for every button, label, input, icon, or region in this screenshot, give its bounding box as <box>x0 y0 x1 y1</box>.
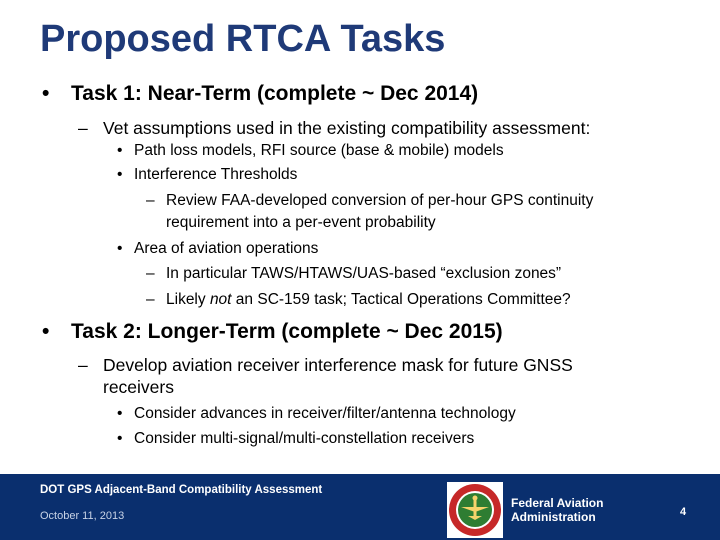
task1-sub3: Area of aviation operations <box>134 240 319 257</box>
task1-sub1: Path loss models, RFI source (base & mobile) models <box>134 142 504 159</box>
bullet-dot: • <box>117 430 123 447</box>
bullet-dot: • <box>42 320 50 343</box>
faa-seal-icon <box>447 482 503 538</box>
task1-sub3-detail2 <box>166 291 571 309</box>
task1-sub2-detail-line2: requirement into a per-event probability <box>166 214 436 231</box>
task2-sub2: Consider multi-signal/multi-constellation receivers <box>134 430 475 447</box>
footer-date: October 11, 2013 <box>40 510 125 522</box>
task1-item1: Vet assumptions used in the existing compatibility assessment: <box>103 118 591 138</box>
bullet-dot: • <box>117 142 123 159</box>
bullet-dot: • <box>117 240 123 257</box>
dash-marker: – <box>78 118 88 138</box>
detail2-suffix: an SC-159 task; Tactical Operations Committee? <box>231 291 571 308</box>
dash-marker: – <box>146 192 155 209</box>
task1-sub2-detail-line1: Review FAA-developed conversion of per-hour GPS continuity <box>166 192 594 209</box>
dash-marker: – <box>146 265 155 282</box>
task1-sub3-detail1: In particular TAWS/HTAWS/UAS-based “exclusion zones” <box>166 265 562 282</box>
slide-footer <box>0 474 720 540</box>
bullet-dot: • <box>117 166 123 183</box>
page-number: 4 <box>680 506 687 518</box>
faa-org-line1: Federal Aviation <box>511 496 604 510</box>
task2-item1-line2: receivers <box>103 377 174 397</box>
task1-sub2: Interference Thresholds <box>134 166 298 183</box>
footer-title: DOT GPS Adjacent-Band Compatibility Assessment <box>40 484 323 496</box>
dash-marker: – <box>146 291 155 308</box>
dash-marker: – <box>78 355 88 375</box>
detail2-prefix: Likely <box>166 291 210 308</box>
task2-item1-line1: Develop aviation receiver interference mask for future GNSS <box>103 355 573 375</box>
task2-heading: Task 2: Longer-Term (complete ~ Dec 2015) <box>71 320 503 343</box>
faa-org-line2: Administration <box>511 510 596 524</box>
faa-org-name <box>511 496 603 524</box>
task2-sub1: Consider advances in receiver/filter/antenna technology <box>134 405 516 422</box>
bullet-dot: • <box>42 82 50 105</box>
slide-title: Proposed RTCA Tasks <box>40 18 446 60</box>
detail2-emphasis: not <box>209 291 232 308</box>
task1-heading: Task 1: Near-Term (complete ~ Dec 2014) <box>71 82 479 105</box>
bullet-dot: • <box>117 405 123 422</box>
